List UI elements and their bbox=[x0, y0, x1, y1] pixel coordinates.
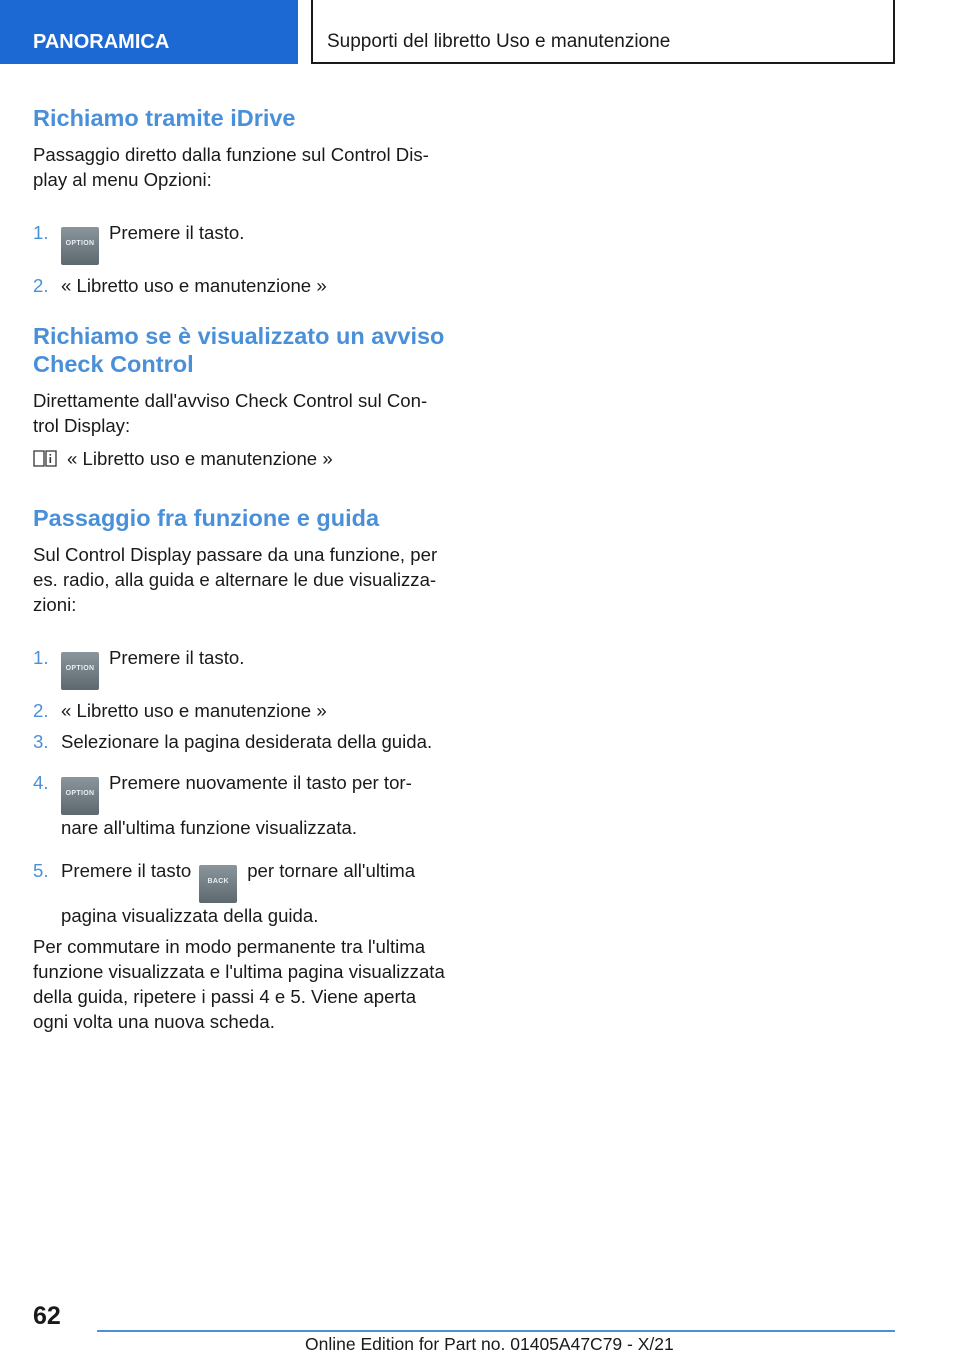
step-text: « Libretto uso e manutenzione » bbox=[61, 700, 327, 721]
list-item bbox=[33, 220, 453, 265]
footer-edition: Online Edition for Part no. 01405A47C79 - X/21 bbox=[305, 1334, 674, 1354]
section-tab: PANORAMICA bbox=[0, 0, 298, 64]
option-button-icon: OPTION bbox=[61, 227, 99, 265]
step-text: pagina visualizzata della guida. bbox=[61, 905, 319, 926]
step-text: per tornare all'ultima bbox=[247, 860, 416, 881]
paragraph: Passaggio diretto dalla funzione sul Control Dis- play al menu Opzioni: bbox=[33, 144, 429, 190]
paragraph: Direttamente dall'avviso Check Control sul Con- trol Display: bbox=[33, 390, 428, 436]
step-text: Premere nuovamente il tasto per tor- bbox=[109, 772, 412, 793]
paragraph: Per commutare in modo permanente tra l'ultima funzione visualizzata e l'ultima pagina visualizzata della guida, ripetere i passi 4 e 5. Viene aperta ogni volta una nuova scheda. bbox=[33, 936, 445, 1032]
list-item bbox=[33, 645, 453, 690]
booklet-icon bbox=[33, 448, 57, 474]
footer-divider bbox=[97, 1330, 895, 1332]
step-number: 5. bbox=[33, 860, 49, 881]
heading-funzione-guida: Passaggio fra funzione e guida bbox=[33, 505, 380, 531]
step-number: 2. bbox=[33, 275, 49, 296]
step-number: 2. bbox=[33, 700, 49, 721]
step-number: 1. bbox=[33, 647, 49, 668]
page-number: 62 bbox=[33, 1302, 61, 1330]
option-button-icon: OPTION bbox=[61, 652, 99, 690]
option-button-icon: OPTION bbox=[61, 777, 99, 815]
item-text: « Libretto uso e manutenzione » bbox=[67, 448, 333, 469]
list-item bbox=[33, 698, 453, 723]
chapter-title: Supporti del libretto Uso e manutenzione bbox=[311, 0, 895, 64]
step-number: 3. bbox=[33, 731, 49, 752]
list-item bbox=[33, 770, 453, 840]
step-text: Premere il tasto. bbox=[109, 647, 245, 668]
heading-richiamo-idrive: Richiamo tramite iDrive bbox=[33, 105, 296, 131]
booklet-item bbox=[33, 446, 453, 474]
step-text: Premere il tasto. bbox=[109, 222, 245, 243]
step-text: « Libretto uso e manutenzione » bbox=[61, 275, 327, 296]
main-content bbox=[33, 100, 453, 1034]
paragraph: Sul Control Display passare da una funzione, per es. radio, alla guida e alternare le due visualizza- zioni: bbox=[33, 544, 438, 615]
step-text: Premere il tasto bbox=[61, 860, 192, 881]
step-number: 4. bbox=[33, 772, 49, 793]
list-item bbox=[33, 729, 453, 754]
step-text: nare all'ultima funzione visualizzata. bbox=[61, 817, 358, 838]
back-button-icon: BACK bbox=[199, 865, 237, 903]
heading-check-control: Richiamo se è visualizzato un avviso Check Control bbox=[33, 323, 445, 377]
step-number: 1. bbox=[33, 222, 49, 243]
step-text: Selezionare la pagina desiderata della guida. bbox=[61, 731, 433, 752]
list-item bbox=[33, 273, 453, 298]
list-item bbox=[33, 858, 453, 928]
